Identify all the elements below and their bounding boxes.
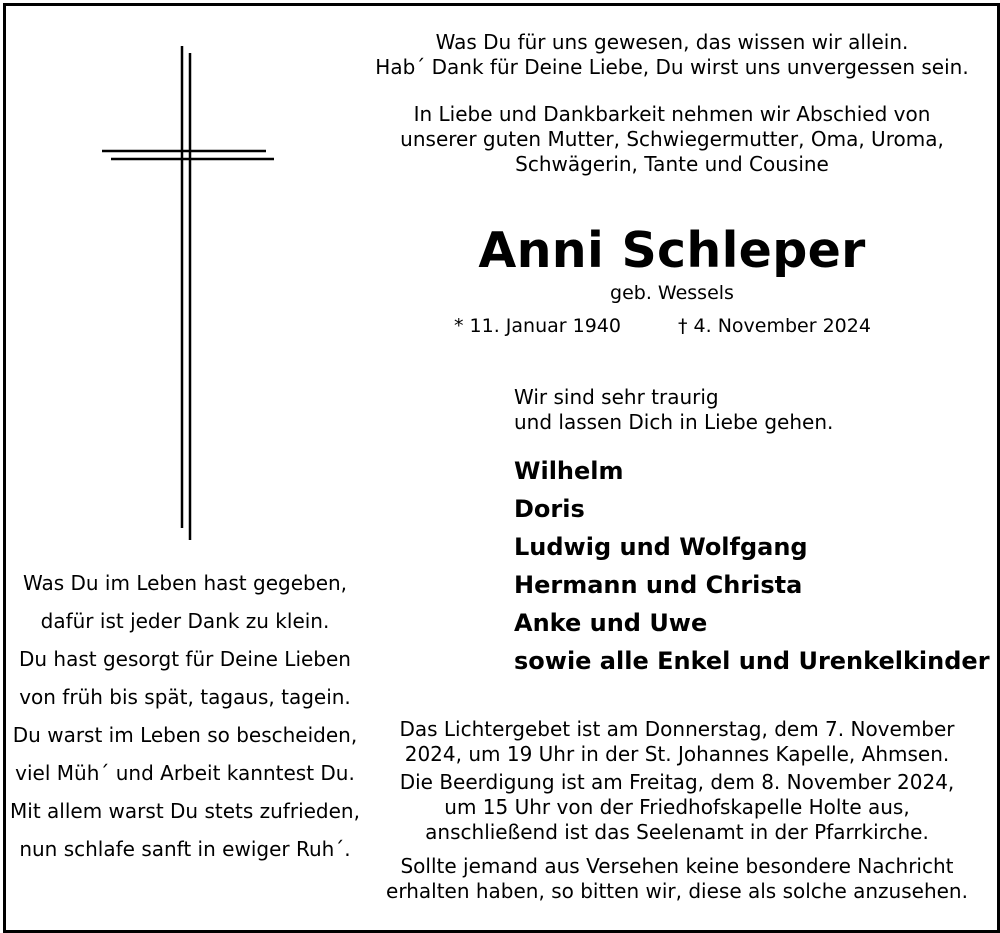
poem-line: Du hast gesorgt für Deine Lieben xyxy=(19,647,351,671)
intro-verse-line: Was Du für uns gewesen, das wissen wir allein. xyxy=(435,30,909,54)
prayer-info xyxy=(362,717,992,767)
poem-line: Was Du im Leben hast gegeben, xyxy=(22,571,348,595)
notice-info-line: Sollte jemand aus Versehen keine besondere Nachricht xyxy=(400,854,954,878)
poem-line: nun schlafe sanft in ewiger Ruh´. xyxy=(19,837,351,861)
burial-info-line: um 15 Uhr von der Friedhofskapelle Holte aus, xyxy=(444,795,910,819)
deceased-name: Anni Schleper xyxy=(478,222,866,279)
notice-info xyxy=(362,854,992,904)
death-date: † 4. November 2024 xyxy=(678,315,871,337)
poem xyxy=(6,564,364,868)
birth-date: * 11. Januar 1940 xyxy=(454,315,621,337)
intro-verse xyxy=(360,30,984,80)
poem-line: dafür ist jeder Dank zu klein. xyxy=(40,609,330,633)
farewell-line: Schwägerin, Tante und Cousine xyxy=(515,152,829,176)
mourners-message xyxy=(514,385,833,435)
family-member: Ludwig und Wolfgang xyxy=(514,533,808,561)
burial-info-line: anschließend ist das Seelenamt in der Pfarrkirche. xyxy=(425,820,929,844)
burial-info xyxy=(362,770,992,845)
cross-icon xyxy=(0,0,300,560)
intro-verse-line: Hab´ Dank für Deine Liebe, Du wirst uns unvergessen sein. xyxy=(375,55,969,79)
burial-info-line: Die Beerdigung ist am Freitag, dem 8. November 2024, xyxy=(399,770,955,794)
poem-line: von früh bis spät, tagaus, tagein. xyxy=(19,685,351,709)
notice-info-line: erhalten haben, so bitten wir, diese als solche anzusehen. xyxy=(386,879,968,903)
farewell-line: In Liebe und Dankbarkeit nehmen wir Abschied von xyxy=(413,102,931,126)
poem-line: Mit allem warst Du stets zufrieden, xyxy=(10,799,360,823)
family-list xyxy=(514,452,990,680)
mourners-message-line: Wir sind sehr traurig xyxy=(514,385,719,409)
family-member: Hermann und Christa xyxy=(514,571,803,599)
maiden-name: geb. Wessels xyxy=(610,282,734,304)
family-member: Doris xyxy=(514,495,585,523)
family-member: Wilhelm xyxy=(514,457,624,485)
poem-line: viel Müh´ und Arbeit kanntest Du. xyxy=(15,761,355,785)
poem-line: Du warst im Leben so bescheiden, xyxy=(12,723,358,747)
mourners-message-line: und lassen Dich in Liebe gehen. xyxy=(514,410,834,434)
farewell-line: unserer guten Mutter, Schwiegermutter, Oma, Uroma, xyxy=(400,127,944,151)
family-member: sowie alle Enkel und Urenkelkinder xyxy=(514,647,990,675)
family-member: Anke und Uwe xyxy=(514,609,708,637)
prayer-info-line: 2024, um 19 Uhr in der St. Johannes Kapelle, Ahmsen. xyxy=(404,742,950,766)
prayer-info-line: Das Lichtergebet ist am Donnerstag, dem 7. November xyxy=(399,717,955,741)
farewell-text xyxy=(360,102,984,177)
